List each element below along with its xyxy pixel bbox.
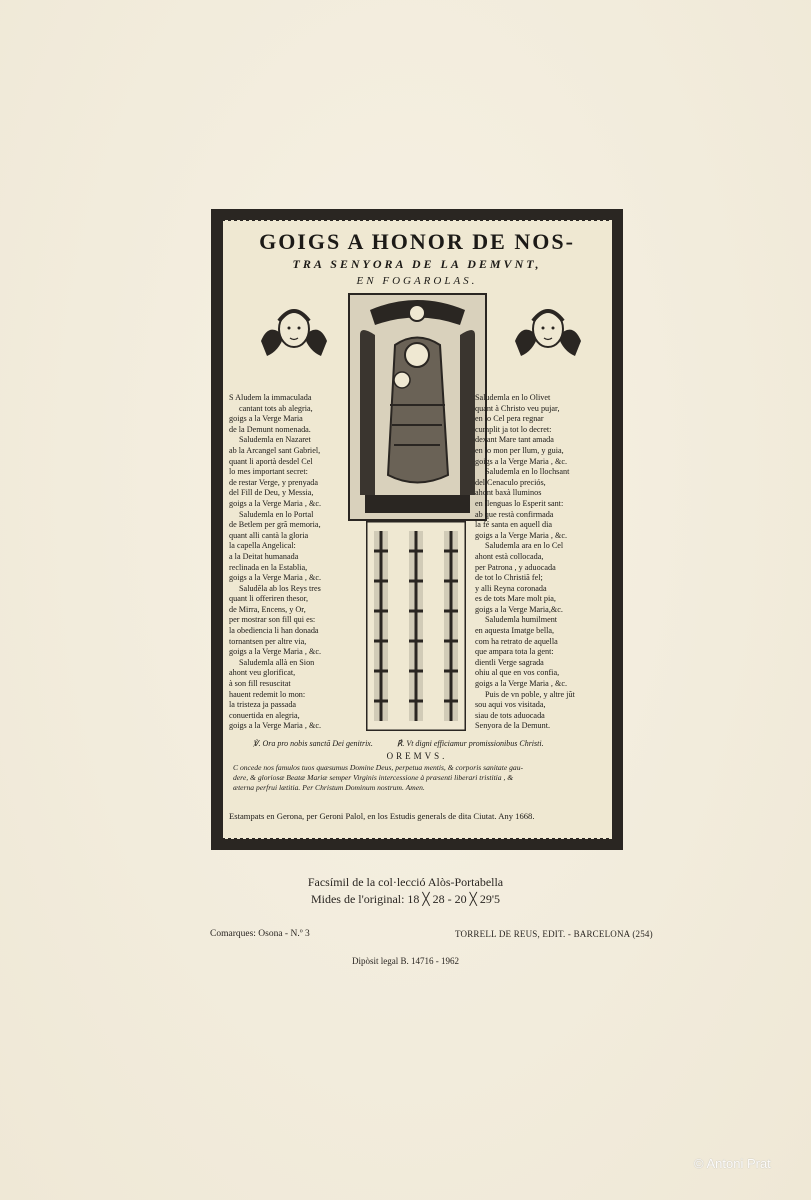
verse-line: quant alli cantà la gloria	[229, 530, 309, 540]
verse-line: ahont baxà lluminos	[475, 488, 542, 498]
verse-line: cumplit ja tot lo decret:	[475, 424, 552, 434]
verse-line: de tot lo Christiã fel;	[475, 573, 543, 583]
versicle-line	[253, 739, 605, 748]
verses-left-column	[229, 393, 369, 732]
verse-line: Saludẽla ab los Reys tres	[239, 583, 321, 593]
verse-line: Saludemla allà en Sion	[239, 657, 315, 667]
verse-line: en llenguas lo Esperit sant:	[475, 498, 564, 508]
verse-line: goigs a la Verge Maria , &c.	[229, 647, 322, 657]
verse-line: Saludemla humilment	[485, 615, 558, 625]
verse-line: la capella Angelical:	[229, 541, 296, 551]
caption-collection: Facsímil de la col·lecció Alòs-Portabella	[307, 875, 504, 889]
verse-line: Saludemla ara en lo Cel	[485, 541, 564, 551]
verse-line: tornantsen per altre via,	[229, 636, 307, 646]
verse-line: per mostrar son fill qui es:	[229, 615, 316, 625]
verse-line: ahont està collocada,	[475, 551, 544, 561]
verse-line: lo mes important secret:	[229, 467, 308, 477]
ornament-panel	[366, 521, 466, 731]
cherub-right-image	[513, 301, 583, 363]
verse-line: per Patrona , y aduocada	[475, 562, 556, 572]
verse-line: S Aludem la immaculada	[229, 393, 312, 402]
prayer-text	[233, 763, 605, 793]
verse-line: es de tots Mare molt pia,	[475, 594, 556, 604]
verse-line: en aquesta Imatge bella,	[475, 626, 555, 636]
title-line-2: TRA SENYORA DE LA DEMVNT,	[292, 257, 542, 271]
series-number: Comarques: Osona - N.º 3	[210, 929, 310, 939]
print-inner	[223, 221, 611, 838]
verse-line: quant li offeriren thesor,	[229, 594, 309, 604]
copyright-watermark: © Antoni Prat	[694, 1156, 771, 1171]
legal-deposit: Dipòsit legal B. 14716 - 1962	[352, 956, 459, 966]
verse-line: goigs a la Verge Maria , &c.	[229, 573, 322, 583]
verse-line: que ampara tota la gent:	[475, 647, 554, 657]
prayer-line: æterna perfrui lætitia. Per Christum Dominum nostrum. Amen.	[233, 783, 425, 792]
verse-line: goigs a la Verge Maria,&c.	[475, 604, 563, 614]
verse-line: Saludemla en lo Olivet	[475, 393, 551, 402]
publisher-line: TORRELL DE REUS, EDIT. - BARCELONA (254)	[455, 929, 653, 939]
verse-line: ab que restà confirmada	[475, 509, 554, 519]
verses-right-column	[475, 393, 611, 732]
verse-line: de Mirra, Encens, y Or,	[229, 604, 306, 614]
verse-line: conuertida en alegria,	[229, 710, 300, 720]
verse-line: reclinada en la Establia,	[229, 562, 308, 572]
verse-line: quant li aportà desdel Cel	[229, 456, 313, 466]
verse-line: de Betlem per grã memoria,	[229, 520, 321, 530]
verse-line: quant à Christo veu pujar,	[475, 403, 560, 413]
verse-line: Puis de vn poble, y altre jũt	[485, 689, 575, 699]
verse-line: del Cenaculo preciós,	[475, 477, 546, 487]
verse-line: cantant tots ab alegria,	[239, 403, 313, 413]
verse-line: ab la Arcangel sant Gabriel,	[229, 445, 321, 455]
caption-dimensions: Mides de l'original: 18 ╳ 28 - 20 ╳ 29'5	[310, 892, 501, 906]
verse-line: goigs a la Verge Maria , &c.	[475, 530, 568, 540]
prayer-line: C oncede nos famulos tuos quæsumus Domine Deus, perpetua mentis, & corporis sanitate gau-	[233, 763, 524, 772]
verse-line: la fé santa en aquell dia	[475, 520, 553, 530]
goigs-print	[211, 209, 623, 850]
verse-line: de restar Verge, y prenyada	[229, 477, 319, 487]
versicle-r: ℟. Vt digni efficiamur promissionibus Christi.	[396, 739, 544, 748]
verse-line: Saludemla en lo llochsant	[485, 467, 570, 477]
verse-line: la tristeza ja passada	[229, 700, 297, 710]
verse-line: ohiu al que en vos confia,	[475, 668, 560, 678]
oremus-heading: OREMVS.	[386, 751, 448, 761]
verse-line: sou aqui vos visitada,	[475, 700, 546, 710]
versicle-v: ℣. Ora pro nobis sanctã Dei genitrix.	[253, 739, 373, 748]
verse-line: à son fill resuscitat	[229, 679, 291, 689]
verse-line: en lo Cel pera regnar	[475, 414, 544, 424]
cherub-left-image	[259, 301, 329, 363]
verse-line: siau de tots aduocada	[475, 710, 545, 720]
verse-line: y alli Reyna coronada	[475, 583, 547, 593]
verse-line: goigs a la Verge Maria , &c.	[475, 679, 568, 689]
imprint-line: Estampats en Gerona, per Geroni Palol, en los Estudis generals de dita Ciutat. Any 1668.	[229, 811, 535, 821]
verse-line: dientli Verge sagrada	[475, 657, 544, 667]
verse-line: la obediencia li han donada	[229, 626, 319, 636]
verse-line: goigs a la Verge Maria	[229, 414, 303, 424]
verse-line: ahont veu glorificat,	[229, 668, 296, 678]
prayer-line: dere, & gloriosæ Beatæ Mariæ semper Virginis intercessione à præsenti liberari tristitia , &	[233, 773, 514, 782]
verse-line: goigs a la Verge Maria , &c.	[475, 456, 568, 466]
verse-line: dexant Mare tant amada	[475, 435, 554, 445]
verse-line: del Fill de Deu, y Messia,	[229, 488, 314, 498]
verse-line: goigs a la Verge Maria , &c.	[229, 721, 322, 731]
verse-line: com ha retrato de aquella	[475, 636, 558, 646]
verse-line: a la Deitat humanada	[229, 551, 299, 561]
verse-line: Saludemla en lo Portal	[239, 509, 314, 519]
verse-line: hauent redemit lo mon:	[229, 689, 306, 699]
verse-line: de la Demunt nomenada.	[229, 424, 311, 434]
verse-line: goigs a la Verge Maria , &c.	[229, 498, 322, 508]
title-line-3: EN FOGAROLAS.	[356, 275, 478, 287]
verse-line: Senyora de la Demunt.	[475, 721, 551, 731]
verse-line: en lo mon per llum, y guia,	[475, 445, 564, 455]
title-line-1: GOIGS A HONOR DE NOS-	[259, 229, 575, 254]
verse-line: Saludemla en Nazaret	[239, 435, 311, 445]
